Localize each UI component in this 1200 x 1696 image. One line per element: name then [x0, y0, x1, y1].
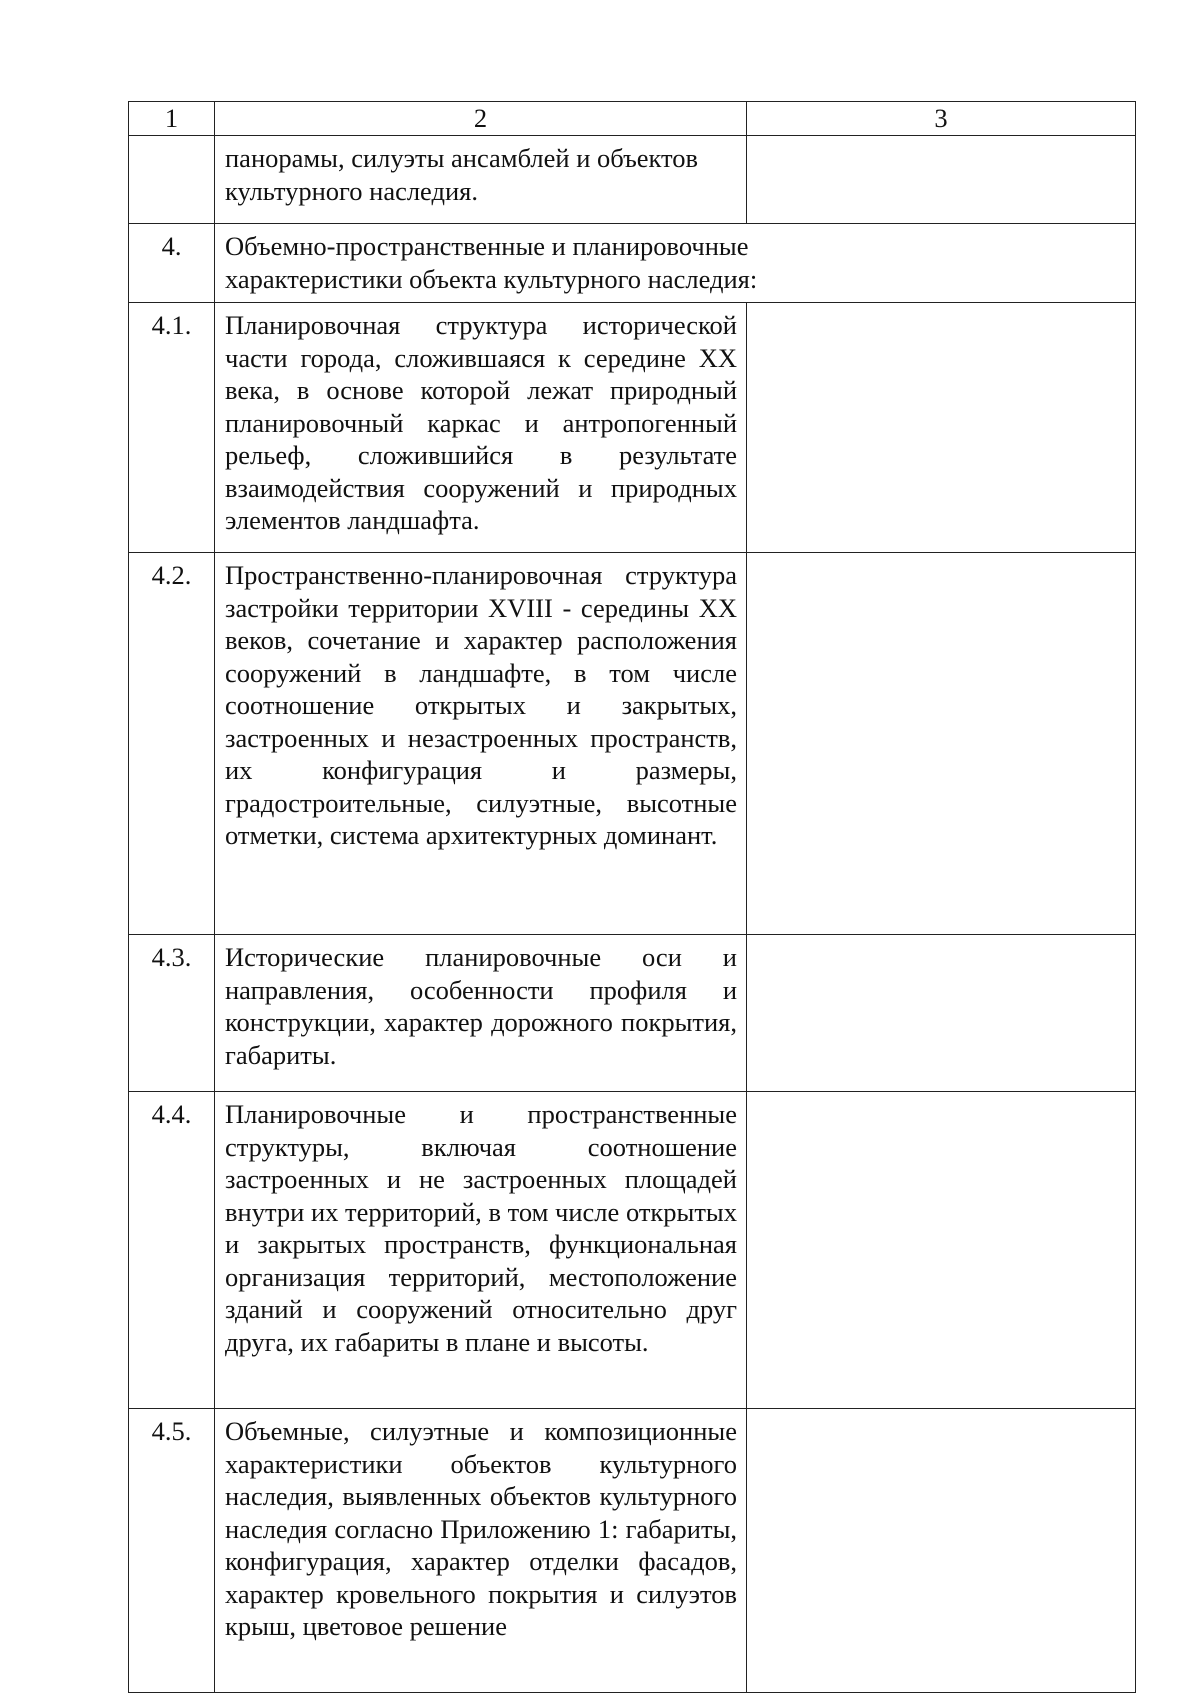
row-col3-cell: [747, 935, 1136, 1092]
row-col3-cell: [747, 1092, 1136, 1409]
row-text: Пространственно-планировочная структура застройки территории XVIII - середины XX веков, сочетание и характер расположения сооружений в ландшафте, в том числе соотношение открытых и закрытых, застроенных и незастроенных пространств, их конфигурация и размеры, градостроительные, силуэтные, высотные отметки, система архитектурных доминант.: [225, 560, 737, 850]
table-row: [129, 303, 1136, 553]
row-number: 4.1.: [129, 303, 215, 553]
header-cell-3: 3: [747, 102, 1136, 136]
row-text-cell: [215, 1409, 747, 1693]
characteristics-table: [128, 101, 1136, 1693]
row-number: 4.: [129, 224, 215, 303]
table-row: [129, 553, 1136, 935]
row-text: панорамы, силуэты ансамблей и объектов культурного наследия.: [225, 143, 699, 206]
row-col3-cell: [747, 1409, 1136, 1693]
table-row: [129, 136, 1136, 224]
row-text-cell: [215, 553, 747, 935]
table-row: [129, 1092, 1136, 1409]
row-text: Исторические планировочные оси и направления, особенности профиля и конструкции, характер дорожного покрытия, габариты.: [225, 942, 737, 1070]
row-text: Планировочные и пространственные структуры, включая соотношение застроенных и не застроенных площадей внутри их территорий, в том числе открытых и закрытых пространств, функциональная организация территорий, местоположение зданий и сооружений относительно друг друга, их габариты в плане и высоты.: [225, 1099, 737, 1357]
row-col3-cell: [747, 553, 1136, 935]
row-text: Объемные, силуэтные и композиционные характеристики объектов культурного наследия, выявленных объектов культурного наследия согласно Приложению 1: габариты, конфигурация, характер отделки фасадов, характер кровельного покрытия и силуэтов крыш, цветовое решение: [225, 1416, 737, 1641]
table-row: [129, 1409, 1136, 1693]
row-number: 4.4.: [129, 1092, 215, 1409]
row-number: 4.5.: [129, 1409, 215, 1693]
row-text-cell: [215, 136, 747, 224]
table-row: [129, 935, 1136, 1092]
table-header-row: [129, 102, 1136, 136]
row-text-cell-merged: [215, 224, 1136, 303]
row-text: Планировочная структура исторической части города, сложившаяся к середине XX века, в основе которой лежат природный планировочный каркас и антропогенный рельеф, сложившийся в результате взаимодействия сооружений и природных элементов ландшафта.: [225, 310, 737, 535]
row-text-cell: [215, 935, 747, 1092]
row-col3-cell: [747, 303, 1136, 553]
row-text-cell: [215, 1092, 747, 1409]
table-row-section-4: [129, 224, 1136, 303]
row-text-cell: [215, 303, 747, 553]
row-number: 4.3.: [129, 935, 215, 1092]
row-col3-cell: [747, 136, 1136, 224]
section-heading-text: Объемно-пространственные и планировочные характеристики объекта культурного наследия:: [225, 231, 758, 294]
header-cell-2: 2: [215, 102, 747, 136]
header-cell-1: 1: [129, 102, 215, 136]
row-number: 4.2.: [129, 553, 215, 935]
row-number: [129, 136, 215, 224]
